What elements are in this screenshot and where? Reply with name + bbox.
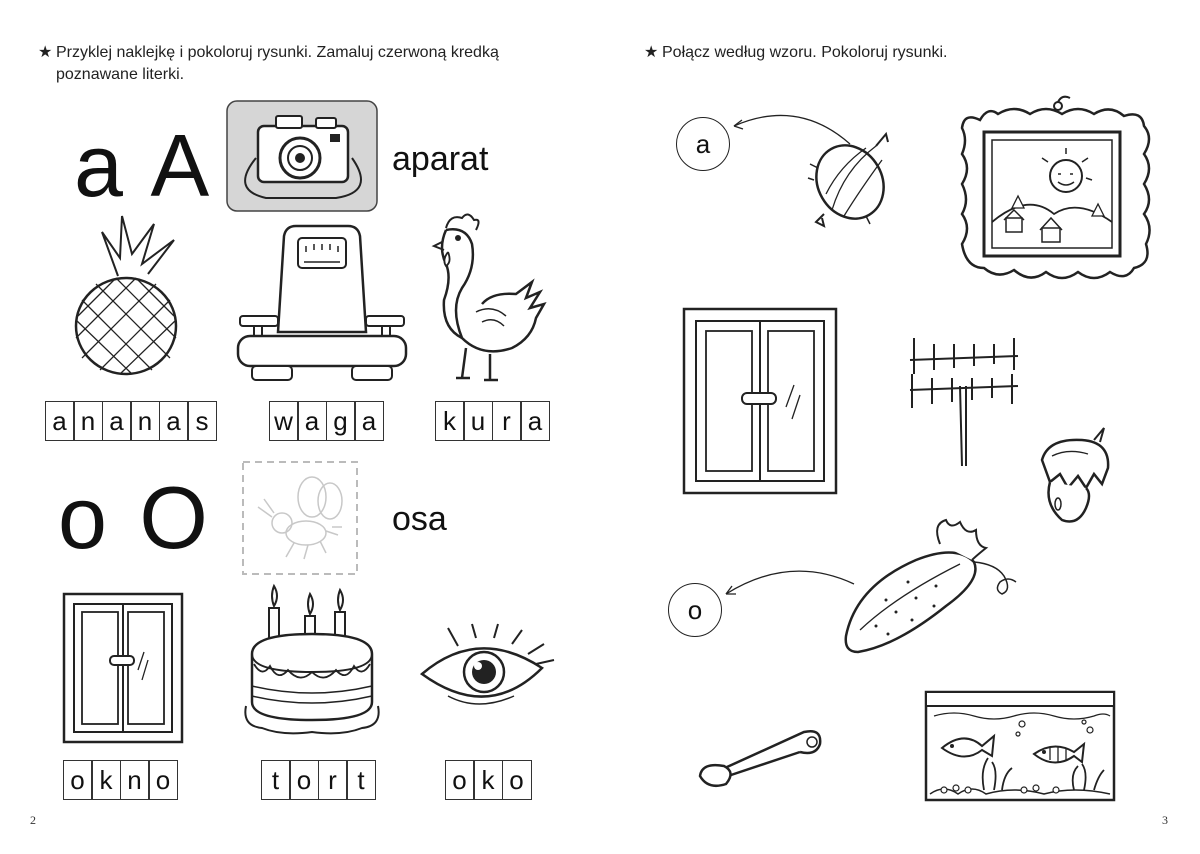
picture-frame-icon: [958, 92, 1154, 292]
letter-box: o: [148, 760, 178, 800]
letter-box: o: [289, 760, 319, 800]
word-osa: osa: [392, 500, 447, 538]
letter-box: o: [63, 760, 93, 800]
letter-box: a: [354, 401, 384, 441]
hen-icon: [432, 208, 550, 388]
letter-box: a: [159, 401, 189, 441]
star-icon: ★: [38, 44, 53, 61]
letter-a-lower: a: [74, 116, 127, 215]
letter-box: o: [445, 760, 475, 800]
aquarium-icon: [924, 690, 1116, 802]
gooseberry-icon: [804, 130, 898, 230]
circle-a-label: a: [695, 128, 711, 159]
letter-box: r: [318, 760, 348, 800]
letters-a: [74, 116, 214, 215]
instruction-right: [644, 42, 1164, 64]
letter-box: a: [520, 401, 550, 441]
circle-letter-a: [676, 117, 730, 171]
antenna-icon: [904, 334, 1024, 470]
letter-box: k: [91, 760, 121, 800]
circle-letter-o: [668, 583, 722, 637]
instruction-line-1: Przyklej naklejkę i pokoloruj rysunki. Zamaluj czerwoną kredką: [56, 44, 499, 61]
pineapple-icon: [62, 210, 192, 378]
safety-pin-icon: [696, 722, 828, 792]
letter-o-upper: O: [139, 468, 212, 567]
letter-box: t: [346, 760, 376, 800]
word-aparat: aparat: [392, 140, 489, 178]
letter-o-lower: o: [58, 468, 111, 567]
cake-icon: [242, 582, 382, 742]
word-waga: [270, 401, 384, 441]
letter-a-upper: A: [150, 116, 214, 215]
letter-box: a: [297, 401, 327, 441]
word-okno: [64, 760, 178, 800]
word-tort: [262, 760, 376, 800]
camera-icon: [226, 100, 378, 212]
letter-box: a: [102, 401, 132, 441]
letter-box: t: [261, 760, 291, 800]
letter-box: n: [73, 401, 103, 441]
word-oko: [446, 760, 532, 800]
letter-box: r: [492, 401, 522, 441]
letter-box: n: [120, 760, 150, 800]
eye-icon: [418, 622, 556, 718]
cucumber-icon: [836, 516, 1022, 656]
page-number-right: 3: [1162, 813, 1168, 827]
circle-o-label: o: [687, 594, 703, 625]
letter-box: s: [187, 401, 217, 441]
page-number-left: 2: [30, 813, 36, 827]
instruction-text: Połącz według wzoru. Pokoloruj rysunki.: [662, 44, 948, 61]
instruction: [38, 42, 558, 86]
letter-box: w: [269, 401, 299, 441]
star-icon: ★: [644, 44, 659, 61]
letter-box: a: [45, 401, 75, 441]
letters-o: [58, 468, 212, 567]
letter-box: k: [435, 401, 465, 441]
wasp-icon: [242, 461, 358, 575]
letter-box: o: [502, 760, 532, 800]
instruction-line-2: poznawane literki.: [56, 66, 185, 83]
letter-box: k: [473, 760, 503, 800]
letter-box: n: [130, 401, 160, 441]
window-icon: [682, 307, 838, 495]
right-page: [600, 0, 1200, 854]
window-icon: [62, 592, 184, 744]
scale-icon: [236, 222, 410, 384]
acorn-icon: [1038, 426, 1116, 526]
letter-box: u: [463, 401, 493, 441]
word-kura: [436, 401, 550, 441]
letter-box: g: [326, 401, 356, 441]
word-ananas: [46, 401, 217, 441]
